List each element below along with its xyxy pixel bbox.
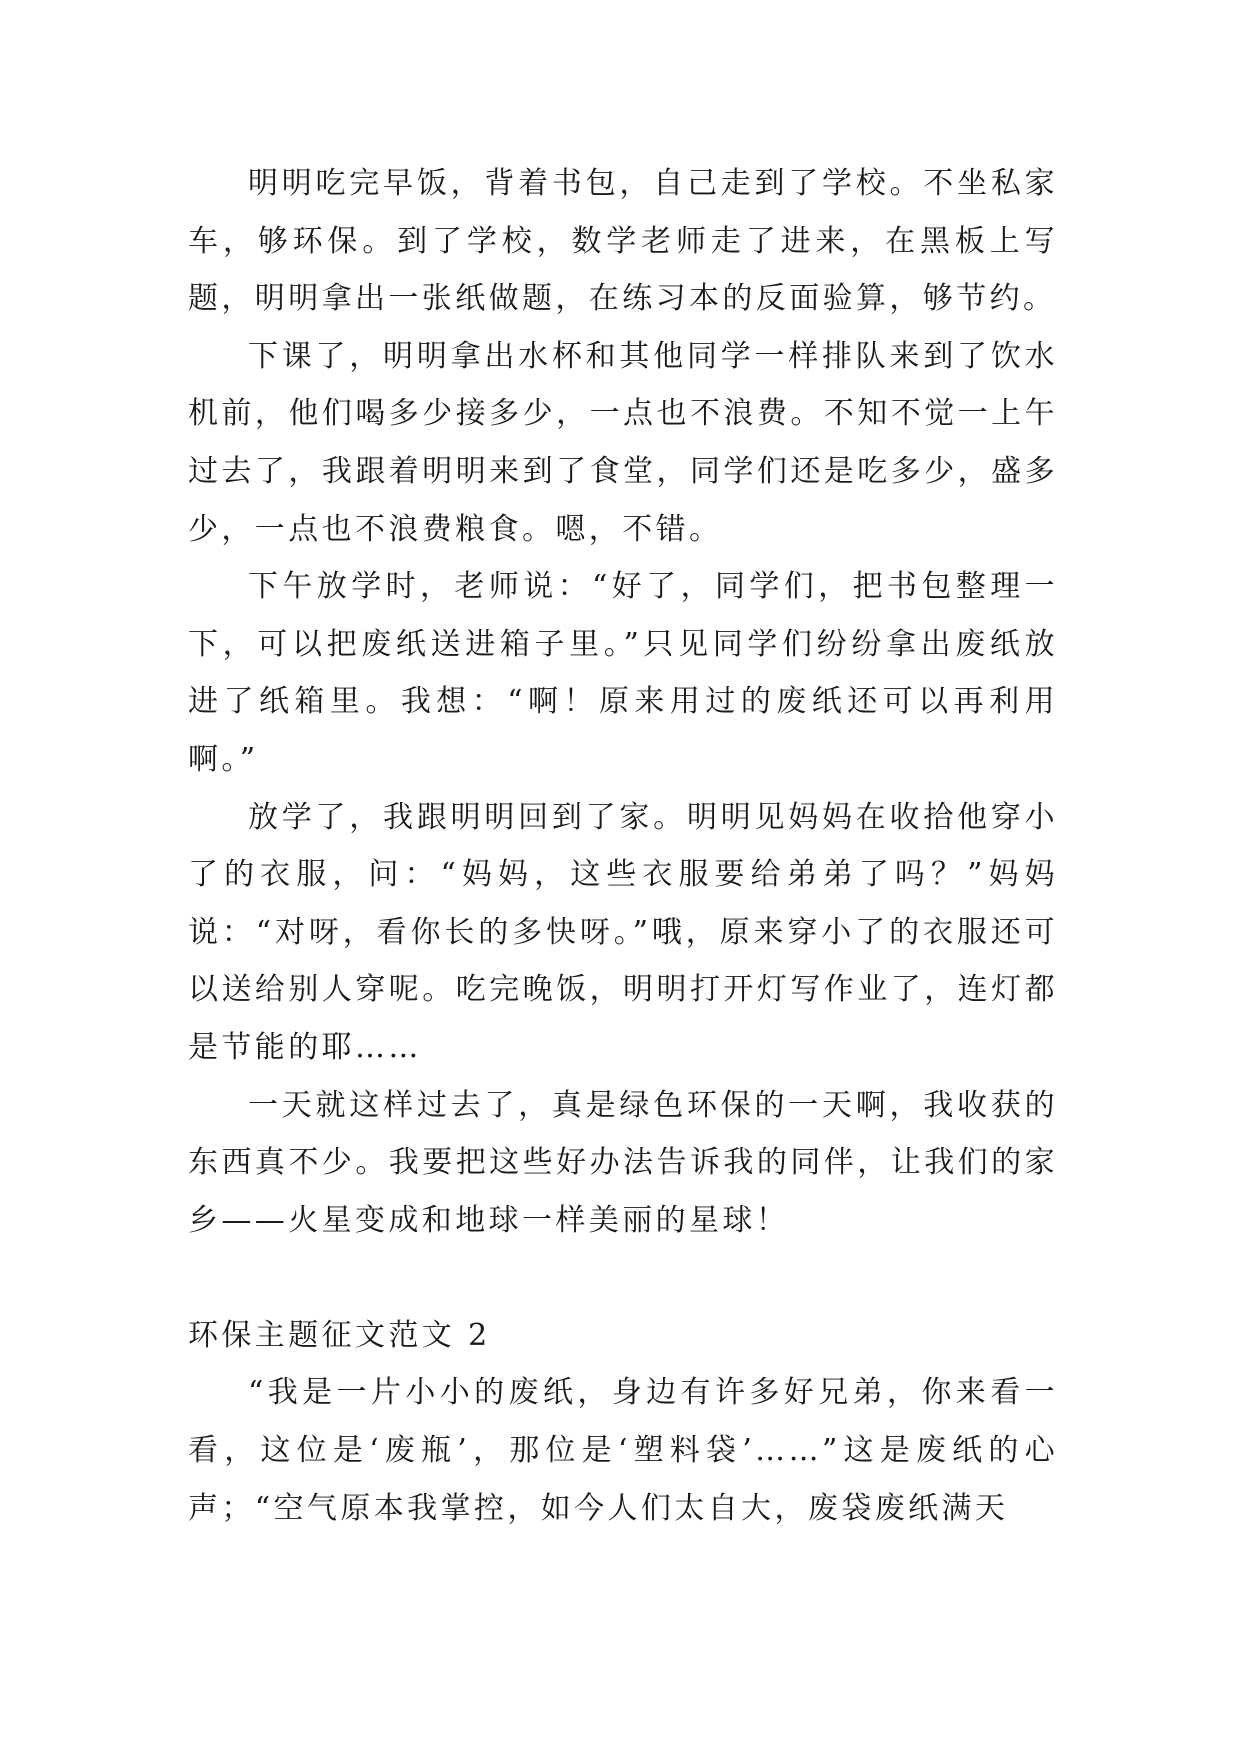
paragraph-waste-paper-voice: “我是一片小小的废纸，身边有许多好兄弟，你来看一看，这位是‘废瓶’，那位是‘塑料袋’……”这是废纸的心声；“空气原本我掌控，如今人们太自大，废袋废纸满天 <box>188 1375 1058 1526</box>
paragraph-old-clothes: 放学了，我跟明明回到了家。明明见妈妈在收拾他穿小了的衣服，问：“妈妈，这些衣服要给弟弟了吗？”妈妈说：“对呀，看你长的多快呀。”哦，原来穿小了的衣服还可以送给别人穿呢。吃完晚饭，明明打开灯写作业了，连灯都是节能的耶…… <box>188 799 1058 1065</box>
document-body <box>188 155 1058 1537</box>
paragraph-waste-paper: 下午放学时，老师说：“好了，同学们，把书包整理一下，可以把废纸送进箱子里。”只见同学们纷纷拿出废纸放进了纸箱里。我想：“啊！原来用过的废纸还可以再利用啊。” <box>188 569 1058 777</box>
paragraph-conclusion: 一天就这样过去了，真是绿色环保的一天啊，我收获的东西真不少。我要把这些好办法告诉我的同伴，让我们的家乡——火星变成和地球一样美丽的星球！ <box>188 1087 1058 1238</box>
section-heading: 环保主题征文范文 2 <box>188 1317 491 1353</box>
paragraph-water-and-canteen: 下课了，明明拿出水杯和其他同学一样排队来到了饮水机前，他们喝多少接多少，一点也不浪费。不知不觉一上午过去了，我跟着明明来到了食堂，同学们还是吃多少，盛多少，一点也不浪费粮食。嗯，不错。 <box>188 338 1058 547</box>
paragraph-walk-to-school: 明明吃完早饭，背着书包，自己走到了学校。不坐私家车，够环保。到了学校，数学老师走了进来，在黑板上写题，明明拿出一张纸做题，在练习本的反面验算，够节约。 <box>188 166 1058 317</box>
